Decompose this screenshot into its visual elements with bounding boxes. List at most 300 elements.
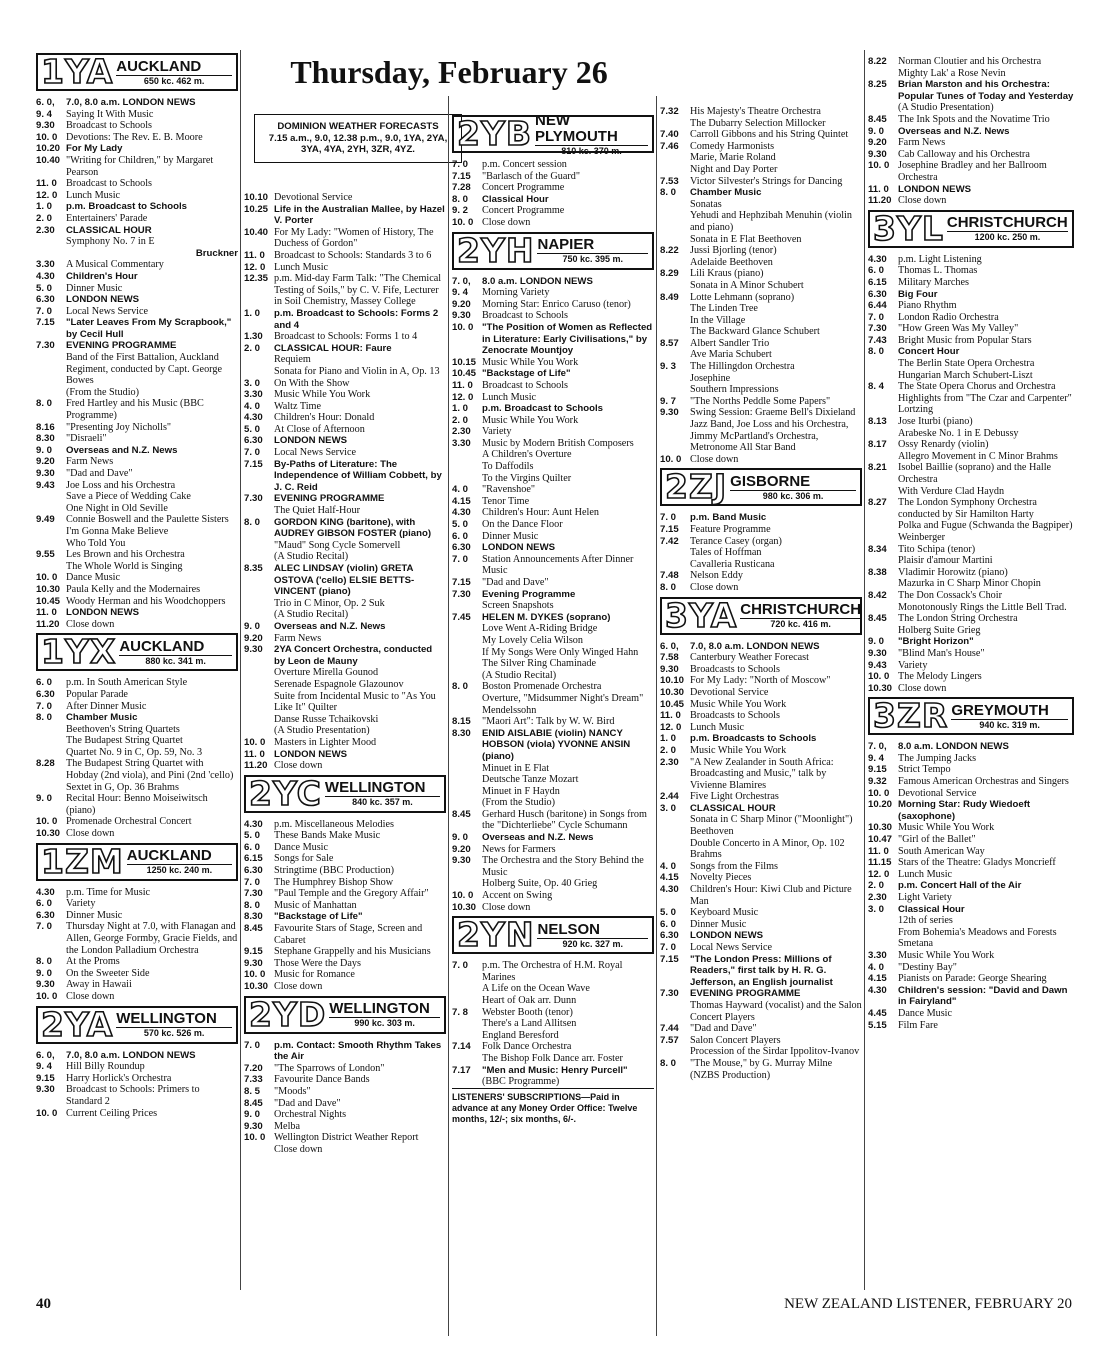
program-time: 11. 0 <box>868 183 889 195</box>
program-title: Stringtime (BBC Production) <box>274 865 394 877</box>
station-city: AUCKLAND <box>127 848 232 865</box>
program-title: Local News Service <box>274 447 357 459</box>
program-time <box>452 600 482 612</box>
program-time: 3. 0 <box>868 903 885 915</box>
program-entry <box>868 137 1074 149</box>
program-time <box>868 927 898 950</box>
program-entry <box>244 691 446 714</box>
station-callsign: 1ZM <box>41 841 124 881</box>
program-time <box>36 387 66 399</box>
program-time: 7.53 <box>660 175 679 187</box>
program-title: LONDON NEWS <box>274 748 348 760</box>
program-time: 7. 0 <box>36 700 53 712</box>
program-title: Lotte Lehmann (soprano) <box>690 291 795 303</box>
program-title: Variety <box>482 426 512 438</box>
program-title: Minuet in E Flat <box>482 762 550 774</box>
program-entry <box>660 303 862 315</box>
program-time: 11.20 <box>244 760 268 772</box>
program-time: 7. 0 <box>244 1039 261 1051</box>
program-title: A Life on the Ocean Wave <box>482 983 590 995</box>
program-title: Victor Silvester's Strings for Dancing <box>690 175 843 187</box>
program-entry <box>868 68 1074 80</box>
program-entry <box>244 749 446 761</box>
program-time: 3.30 <box>244 389 263 401</box>
station-header-2ya <box>36 1006 238 1044</box>
program-title: Saying It With Music <box>66 108 154 120</box>
program-entry <box>868 880 1074 892</box>
program-entry <box>36 1073 238 1085</box>
program-entry <box>452 449 654 461</box>
program-time: 4. 0 <box>868 961 885 973</box>
program-time: 6. 0 <box>452 530 469 542</box>
program-entry <box>452 1007 654 1019</box>
program-title: "The Position of Women as Reflected in Literature: Early Civilisations," by Zenocrate Mountjoy <box>482 321 653 357</box>
program-entry <box>660 454 862 466</box>
program-entry <box>244 366 446 378</box>
station-callsign: 2YH <box>457 230 535 270</box>
program-time: 8.45 <box>868 613 887 625</box>
program-time: 10. 0 <box>868 671 890 683</box>
program-time: 8. 0 <box>244 516 261 528</box>
program-title: Hungarian March Schubert-Liszt <box>898 369 1033 381</box>
program-title: Close down <box>66 990 115 1002</box>
program-title: Close down <box>274 760 323 772</box>
program-entry <box>244 204 446 227</box>
program-title: The Bishop Folk Dance arr. Foster <box>482 1052 623 1064</box>
program-time: 7.30 <box>244 493 263 505</box>
program-title: "Ravenshoe" <box>482 484 536 496</box>
program-title: The London Symphony Orchestra conducted by Sir Hamilton Harty <box>898 497 1037 520</box>
program-title: Station Announcements After Dinner Music <box>482 553 634 577</box>
program-entry <box>244 1063 446 1075</box>
program-entry <box>660 745 862 757</box>
program-title: LONDON NEWS <box>66 294 140 306</box>
program-entry <box>36 503 238 515</box>
program-time: 7. 0 <box>868 311 885 323</box>
program-time: 4.15 <box>452 495 471 507</box>
program-time: 10.10 <box>244 192 269 203</box>
program-time: 6.30 <box>244 435 263 447</box>
program-time: 6.30 <box>36 909 55 921</box>
program-entry <box>452 774 654 786</box>
program-entry <box>868 927 1074 950</box>
program-time: 9. 7 <box>660 395 677 407</box>
program-entry <box>36 526 238 538</box>
program-title: Paula Kelly and the Modernaires <box>66 583 201 595</box>
station-header-1yx <box>36 633 238 671</box>
program-time <box>36 561 66 573</box>
program-title: "A New Zealander in South Africa: Broadcasting and Music," talk by Vivienne Blamires <box>690 756 834 791</box>
program-time <box>660 303 690 315</box>
program-entry <box>36 677 238 689</box>
program-entry <box>244 1121 446 1133</box>
publication-footer: NEW ZEALAND LISTENER, FEBRUARY 20 <box>784 1296 1072 1312</box>
program-entry <box>868 184 1074 196</box>
program-entry <box>244 227 446 250</box>
program-entry <box>660 942 862 954</box>
program-title: HELEN M. DYKES (soprano) <box>482 611 611 623</box>
program-entry <box>452 960 654 983</box>
program-title: (A Studio Recital) <box>274 609 349 621</box>
program-time: 8.15 <box>452 716 471 728</box>
program-time <box>868 428 898 440</box>
program-title: LONDON NEWS <box>690 930 764 942</box>
program-time: 3.30 <box>36 259 55 271</box>
program-title: Dance Music <box>274 841 329 853</box>
program-title: CLASSICAL HOUR <box>690 802 776 814</box>
station-city: NAPIER <box>537 237 648 254</box>
program-time: 5. 0 <box>36 282 53 294</box>
program-entry <box>660 733 862 745</box>
program-time <box>452 878 482 890</box>
program-title: Swing Session: Graeme Bell's Dixieland Jazz Band, Joe Loss and his Orchestra, Jimmy McPartland's Orchestra, Metronome All Star Band <box>690 407 856 454</box>
program-time: 8.27 <box>868 497 887 509</box>
program-time <box>868 915 898 927</box>
program-title: Morning Variety <box>482 287 550 299</box>
program-entry <box>36 968 238 980</box>
program-time: 7.46 <box>660 140 679 152</box>
program-title: (A Studio Presentation) <box>274 725 370 737</box>
program-title: "Maud" Song Cycle Somervell <box>274 539 401 551</box>
program-entry <box>452 855 654 878</box>
program-entry <box>36 398 238 421</box>
program-entry <box>868 497 1074 520</box>
program-time: 7. 0, <box>452 275 471 287</box>
program-title: After Dinner Music <box>66 700 147 712</box>
program-title: Morning Star: Enrico Caruso (tenor) <box>482 298 631 310</box>
program-entry <box>868 1008 1074 1020</box>
program-title: "Dad and Dave" <box>690 1023 757 1035</box>
program-title: p.m. Miscellaneous Melodies <box>274 818 394 830</box>
program-entry <box>452 484 654 496</box>
program-time: 10.45 <box>36 595 61 607</box>
program-entry <box>244 1074 446 1086</box>
program-time <box>868 102 898 114</box>
program-title: ENID AISLABIE (violin) NANCY HOBSON (viola) YVONNE ANSIN (piano) <box>482 727 631 762</box>
program-time: 9.49 <box>36 514 55 526</box>
program-entry <box>36 120 238 132</box>
program-entry <box>868 462 1074 485</box>
program-entry <box>452 995 654 1007</box>
program-time: 2. 0 <box>244 342 261 354</box>
program-entry <box>660 570 862 582</box>
program-title: From Bohemia's Meadows and Forests Smetana <box>898 926 1057 950</box>
station-callsign: 3YL <box>873 208 944 248</box>
program-title: The Ink Spots and the Novatime Trio <box>898 113 1050 125</box>
program-title: Vladimir Horowitz (piano) <box>898 566 1008 578</box>
program-entry <box>244 621 446 633</box>
program-title: Overture, "Midsummer Night's Dream" Mendelssohn <box>482 692 644 716</box>
program-title: 8.0 a.m. LONDON NEWS <box>482 275 593 287</box>
program-entry <box>244 424 446 436</box>
program-entry <box>660 373 862 385</box>
program-entry <box>868 160 1074 183</box>
program-entry <box>36 1084 238 1107</box>
program-title: Popular Parade <box>66 688 128 700</box>
station-header-2yb <box>452 112 654 156</box>
program-title: (A Studio Recital) <box>482 669 557 681</box>
station-header-2yn <box>452 916 654 954</box>
program-time: 1. 0 <box>452 403 469 415</box>
program-time: 10. 0 <box>36 572 58 584</box>
program-title: p.m. Concert Hall of the Air <box>898 880 1022 892</box>
program-title: Cavalleria Rusticana <box>690 558 775 570</box>
program-entry <box>36 724 238 736</box>
program-title: Comedy Harmonists <box>690 140 775 152</box>
program-title: Jussi Bjorling (tenor) <box>690 245 777 257</box>
program-entry <box>452 392 654 404</box>
program-time: 4.30 <box>868 253 887 265</box>
program-time: 8. 0 <box>660 187 677 199</box>
program-title: Waltz Time <box>274 400 322 412</box>
program-entry <box>660 106 862 118</box>
program-entry <box>660 582 862 594</box>
program-title: My Lovely Celia Wilson <box>482 634 583 646</box>
program-title: Overseas and N.Z. News <box>274 620 386 632</box>
program-time: 7.43 <box>868 334 887 346</box>
program-entry <box>36 584 238 596</box>
program-time: 12. 0 <box>244 261 266 273</box>
program-entry <box>868 114 1074 126</box>
program-entry <box>868 764 1074 776</box>
station-frequency: 720 kc. 416 m. <box>770 619 831 630</box>
program-entry <box>868 834 1074 846</box>
program-time: 8.28 <box>36 758 55 770</box>
program-entry <box>868 79 1074 102</box>
program-time: 9.32 <box>868 776 887 788</box>
program-entry <box>36 306 238 318</box>
program-time: 8.30 <box>244 911 263 923</box>
program-entry <box>244 830 446 842</box>
program-title: Lunch Music <box>66 189 121 201</box>
program-entry <box>660 1035 862 1047</box>
program-title: CLASSICAL HOUR: Faure <box>274 342 392 354</box>
program-time: 4. 0 <box>452 484 469 496</box>
program-title: "Writing for Children," by Margaret Pearson <box>66 154 214 178</box>
program-title: Concert Programme <box>482 205 565 217</box>
program-title: p.m. Band Music <box>690 512 767 524</box>
program-title: "How Green Was My Valley" <box>898 323 1019 335</box>
program-title: Procession of the Sirdar Ippolitov-Ivanov <box>690 1046 860 1058</box>
program-time: 10. 0 <box>868 787 890 799</box>
program-time <box>452 797 482 809</box>
program-entry <box>660 234 862 246</box>
program-entry <box>452 205 654 217</box>
program-title: At the Proms <box>66 956 120 968</box>
column-3 <box>452 112 654 1125</box>
station-frequency: 650 kc. 462 m. <box>143 75 205 86</box>
program-time: 9.30 <box>244 1120 263 1132</box>
program-entry <box>244 667 446 679</box>
program-time <box>244 679 274 691</box>
program-time: 12. 0 <box>36 189 58 201</box>
program-title: Overseas and N.Z. News <box>898 125 1010 137</box>
program-title: Farm News <box>274 632 322 644</box>
program-entry <box>244 412 446 424</box>
program-entry <box>452 194 654 206</box>
program-time: 8. 0 <box>660 1057 677 1069</box>
program-title: There's a Land Allitsen <box>482 1018 577 1030</box>
program-title: Salon Concert Players <box>690 1034 781 1046</box>
program-entry <box>36 538 238 550</box>
program-title: Thomas Hayward (vocalist) and the Salon Concert Players <box>690 999 862 1023</box>
program-entry <box>868 56 1074 68</box>
program-entry <box>660 315 862 327</box>
program-time: 8.45 <box>868 113 887 125</box>
program-time <box>452 786 482 798</box>
station-frequency: 810 kc. 370 m. <box>561 145 622 156</box>
program-title: London Radio Orchestra <box>898 311 999 323</box>
program-entry <box>868 892 1074 904</box>
program-title: (A Studio Recital) <box>274 551 349 563</box>
program-entry <box>36 352 238 387</box>
program-entry <box>36 619 238 631</box>
station-frequency: 1200 kc. 250 m. <box>974 232 1041 243</box>
program-time: 4.30 <box>244 412 263 424</box>
program-entry <box>868 904 1074 916</box>
program-title: Holberg Suite, Op. 40 Grieg <box>482 878 598 890</box>
program-entry <box>244 911 446 923</box>
program-entry <box>660 1000 862 1023</box>
program-time: 7.33 <box>244 1074 263 1086</box>
program-entry <box>244 1040 446 1063</box>
program-entry <box>868 323 1074 335</box>
station-city: AUCKLAND <box>119 639 232 656</box>
station-frequency: 840 kc. 357 m. <box>352 797 413 808</box>
program-time <box>660 547 690 559</box>
program-title: Close down <box>690 453 739 465</box>
program-title: The Backward Glance Schubert <box>690 326 820 338</box>
program-title: Concert Programme <box>482 182 565 194</box>
program-entry <box>244 447 446 459</box>
program-entry <box>452 507 654 519</box>
program-time: 9. 4 <box>36 1061 53 1073</box>
program-time: 8.38 <box>868 566 887 578</box>
program-title: Plaisir d'amour Martini <box>898 555 993 567</box>
program-entry <box>36 1061 238 1073</box>
program-entry <box>36 445 238 457</box>
program-time: 1.30 <box>244 331 263 343</box>
program-time: 9. 0 <box>36 967 53 979</box>
program-time <box>660 315 690 327</box>
program-entry <box>244 737 446 749</box>
program-time: 7.15 <box>36 317 55 329</box>
program-entry <box>36 898 238 910</box>
program-time: 10. 0 <box>452 890 474 902</box>
program-time <box>660 384 690 396</box>
program-entry <box>244 273 446 308</box>
program-title: Josephine Bradley and her Ballroom Orchestra <box>898 160 1047 183</box>
program-time: 9.20 <box>868 137 887 149</box>
program-time: 7.48 <box>660 570 679 582</box>
program-time: 8.25 <box>868 79 887 91</box>
program-entry <box>36 596 238 608</box>
program-time <box>244 598 274 610</box>
program-title: Feature Programme <box>690 524 771 535</box>
program-entry <box>36 887 238 899</box>
program-title: Dinner Music <box>690 918 747 930</box>
program-entry <box>868 671 1074 683</box>
program-title: Keyboard Music <box>690 907 759 919</box>
program-entry <box>868 416 1074 428</box>
program-title: Dance Music <box>898 1007 953 1019</box>
program-time <box>660 1046 690 1058</box>
program-time: 10.30 <box>868 822 893 834</box>
program-title: On the Dance Floor <box>482 519 563 531</box>
program-time: 8.49 <box>660 291 679 303</box>
program-title: Current Ceiling Prices <box>66 1107 158 1119</box>
program-title: The Budapest String Quartet with Hobday (2nd viola), and Pini (2nd 'cello) <box>66 758 234 782</box>
program-time: 7.44 <box>660 1023 679 1035</box>
program-title: For My Lady <box>66 143 123 155</box>
station-callsign: 2YA <box>41 1004 114 1044</box>
program-entry <box>244 1132 446 1144</box>
program-time <box>244 714 274 726</box>
program-entry <box>452 658 654 670</box>
program-entry <box>244 401 446 413</box>
program-time <box>452 1030 482 1042</box>
program-entry <box>660 536 862 548</box>
program-time: 8.57 <box>660 337 679 349</box>
program-entry <box>868 648 1074 660</box>
program-title: Requiem <box>274 354 311 366</box>
program-title: Jose Iturbi (piano) <box>898 416 973 428</box>
program-title: A Children's Overture <box>482 449 572 461</box>
program-time: 4.30 <box>452 507 471 519</box>
program-title: On With the Show <box>274 377 350 389</box>
program-entry <box>660 141 862 153</box>
program-time: 11. 0 <box>452 379 473 391</box>
station-header-2zj <box>660 468 862 506</box>
program-title: Joe Loss and his Orchestra <box>66 479 176 491</box>
program-time: 9.20 <box>452 843 471 855</box>
program-time <box>244 667 274 679</box>
program-entry <box>244 888 446 900</box>
program-time: 4. 0 <box>660 860 677 872</box>
program-title: Stephane Grappelly and his Musicians <box>274 946 431 958</box>
program-title: Morning Star: Rudy Wiedoeft (saxophone) <box>898 799 1031 822</box>
program-time: 8. 0 <box>452 193 469 205</box>
program-entry <box>868 636 1074 648</box>
program-entry <box>660 641 862 653</box>
program-time <box>660 326 690 338</box>
program-time <box>452 473 482 485</box>
program-title: Les Brown and his Orchestra <box>66 549 185 561</box>
program-title: "The Mouse," by G. Murray Milne (NZBS Production) <box>690 1057 833 1081</box>
program-title: Mighty Lak' a Rose Nevin <box>898 67 1006 79</box>
program-time: 10.30 <box>244 981 269 992</box>
program-time: 7.28 <box>452 182 471 194</box>
program-entry <box>452 531 654 543</box>
program-title: Sonata in C Sharp Minor ("Moonlight") Beethoven <box>690 814 853 838</box>
program-time <box>36 526 66 538</box>
program-title: Close down <box>898 195 947 207</box>
program-entry <box>452 426 654 438</box>
station-city: CHRISTCHURCH <box>946 214 1068 232</box>
program-title: Music of Manhattan <box>274 899 357 911</box>
program-entry <box>244 308 446 331</box>
program-time <box>36 538 66 550</box>
program-entry <box>660 803 862 815</box>
program-entry <box>660 187 862 199</box>
program-title: Promenade Orchestral Concert <box>66 816 192 828</box>
program-title: Evening Programme <box>482 588 576 600</box>
program-title: Close down <box>66 828 115 840</box>
program-entry <box>36 259 238 271</box>
program-time: 9.30 <box>452 310 471 322</box>
program-time: 7.42 <box>660 535 679 547</box>
program-time <box>452 983 482 995</box>
